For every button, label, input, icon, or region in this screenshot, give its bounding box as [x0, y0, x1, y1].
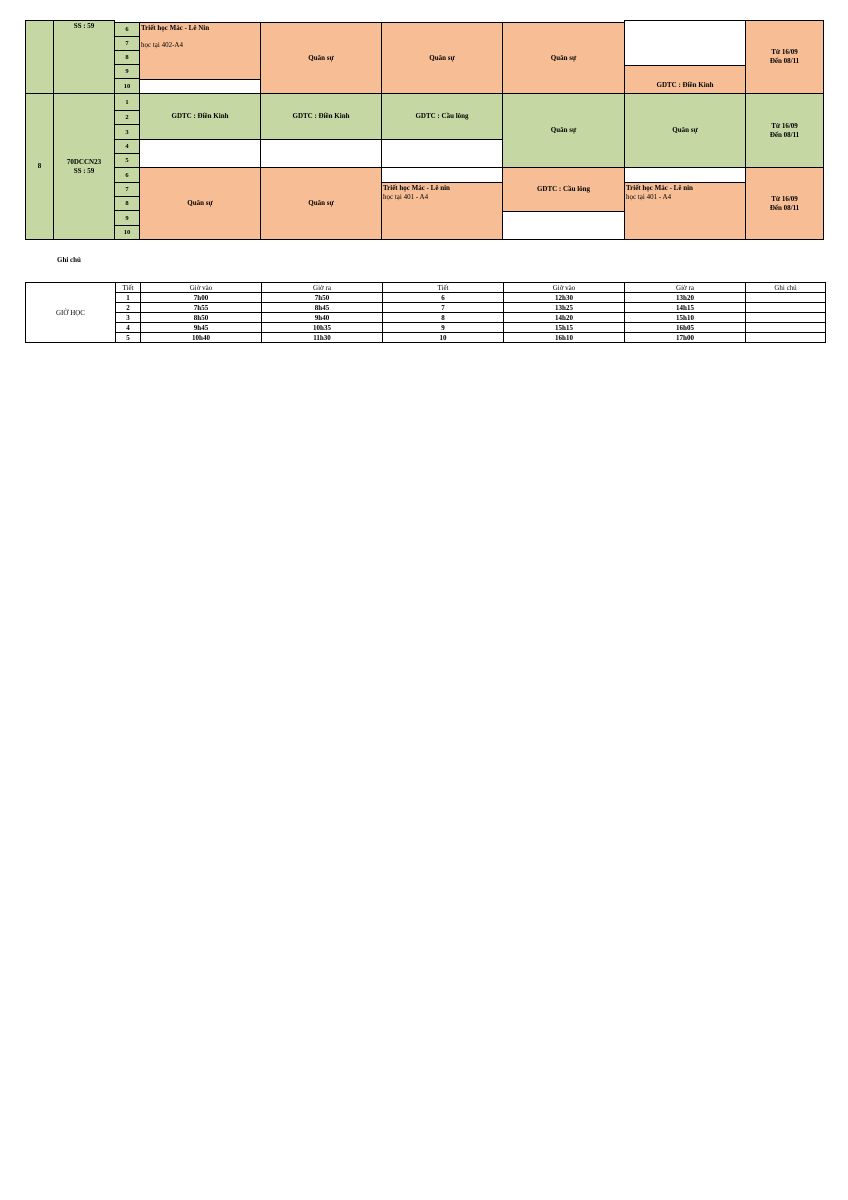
table-cell: 7h00 [141, 293, 262, 303]
period-cell: 8 [114, 50, 140, 65]
empty-cell [502, 211, 625, 240]
class-triet-b3 [381, 182, 503, 240]
table-cell: 17h00 [625, 333, 746, 343]
class-quansu-a3: Quân sự [502, 22, 625, 94]
table-cell [746, 313, 826, 323]
empty-cell [260, 139, 382, 168]
table-row [26, 333, 826, 343]
period-cell: 9 [114, 210, 140, 226]
header-cell: Ghi chú [746, 283, 826, 293]
table-cell: 13h25 [504, 303, 625, 313]
table-cell: 5 [116, 333, 141, 343]
class-quansu-b4: Quân sự [502, 93, 625, 168]
class-gdtc-b2: GDTC : Điền Kinh [260, 93, 382, 140]
table-cell: 7h50 [262, 293, 383, 303]
table-cell: 9 [383, 323, 504, 333]
date-range-b-morning: Từ 16/09 Đến 08/11 [745, 93, 824, 168]
table-cell: 7h55 [141, 303, 262, 313]
period-cell: 1 [114, 93, 140, 111]
room-label: học tại 401 - A4 [626, 193, 672, 201]
table-cell: 12h30 [504, 293, 625, 303]
table-cell: 14h20 [504, 313, 625, 323]
period-cell: 6 [114, 22, 140, 37]
subject-title: Triết học Mác - Lê nin [626, 184, 693, 192]
header-cell: Giờ vào [141, 283, 262, 293]
table-cell: 16h05 [625, 323, 746, 333]
class-quansu-a2: Quân sự [381, 22, 503, 94]
student-count-a: SS : 59 [73, 22, 95, 30]
table-cell: 10h40 [141, 333, 262, 343]
class-gdtc-a: GDTC : Điền Kinh [624, 65, 746, 94]
table-cell: 6 [383, 293, 504, 303]
class-gdtc-b-pm4: GDTC : Cầu lông [502, 167, 625, 212]
class-quansu-b-pm2: Quân sự [260, 167, 382, 240]
class-quansu-b-pm1: Quân sự [139, 167, 261, 240]
class-triet-a [139, 22, 261, 80]
table-row [26, 293, 826, 303]
period-cell: 3 [114, 124, 140, 140]
stt-cell-b: 8 [25, 93, 54, 240]
table-cell: 14h15 [625, 303, 746, 313]
table-row [26, 323, 826, 333]
table-cell: 9h40 [262, 313, 383, 323]
table-row [26, 313, 826, 323]
table-cell: 1 [116, 293, 141, 303]
period-cell: 7 [114, 36, 140, 51]
table-cell: 15h10 [625, 313, 746, 323]
empty-cell [624, 20, 746, 66]
table-cell: 8h45 [262, 303, 383, 313]
class-hours-table [25, 282, 826, 343]
class-quansu-a1: Quân sự [260, 22, 382, 94]
table-row [26, 303, 826, 313]
class-gdtc-b1: GDTC : Điền Kinh [139, 93, 261, 140]
empty-cell [139, 139, 261, 168]
empty-cell [624, 167, 746, 183]
period-cell: 7 [114, 182, 140, 197]
header-cell: Tiết [116, 283, 141, 293]
class-code: 70DCCN23 [66, 157, 102, 166]
notes-label: Ghi chú [57, 256, 81, 264]
table-cell: 2 [116, 303, 141, 313]
room-label: học tại 401 - A4 [383, 193, 429, 201]
period-cell: 6 [114, 167, 140, 183]
period-cell: 5 [114, 153, 140, 168]
class-triet-b5 [624, 182, 746, 240]
empty-cell [139, 79, 261, 94]
class-hours-label: GIỜ HỌC [26, 283, 116, 343]
room-label: học tại 402-A4 [141, 41, 183, 49]
period-cell: 10 [114, 225, 140, 240]
table-cell [746, 303, 826, 313]
table-cell: 8 [383, 313, 504, 323]
table-header-row [26, 283, 826, 293]
student-count-b: SS : 59 [73, 166, 95, 175]
table-cell: 8h50 [141, 313, 262, 323]
table-cell: 10h35 [262, 323, 383, 333]
table-cell: 10 [383, 333, 504, 343]
class-gdtc-b3: GDTC : Cầu lông [381, 93, 503, 140]
period-cell: 9 [114, 64, 140, 79]
table-cell [746, 333, 826, 343]
class-cell-b [53, 93, 115, 240]
class-cell-a [53, 20, 115, 94]
table-cell: 13h20 [625, 293, 746, 303]
table-cell [746, 293, 826, 303]
period-cell: 4 [114, 139, 140, 154]
table-cell: 16h10 [504, 333, 625, 343]
empty-cell [381, 167, 503, 183]
header-cell: Giờ vào [504, 283, 625, 293]
table-cell: 11h30 [262, 333, 383, 343]
header-cell: Giờ ra [625, 283, 746, 293]
table-cell: 4 [116, 323, 141, 333]
table-cell: 9h45 [141, 323, 262, 333]
table-cell [746, 323, 826, 333]
empty-cell [381, 139, 503, 168]
date-range-b-afternoon: Từ 16/09 Đến 08/11 [745, 167, 824, 240]
stt-cell-a [25, 20, 54, 94]
table-cell: 7 [383, 303, 504, 313]
table-cell: 3 [116, 313, 141, 323]
period-cell: 10 [114, 78, 140, 94]
period-cell: 8 [114, 196, 140, 211]
header-cell: Tiết [383, 283, 504, 293]
subject-title: Triết học Mác - Lê nin [383, 184, 450, 192]
class-quansu-b5: Quân sự [624, 93, 746, 168]
header-cell: Giờ ra [262, 283, 383, 293]
subject-title: Triết học Mác - Lê Nin [141, 24, 210, 32]
table-cell: 15h15 [504, 323, 625, 333]
period-cell: 2 [114, 110, 140, 125]
date-range-a: Từ 16/09 Đến 08/11 [745, 20, 824, 94]
